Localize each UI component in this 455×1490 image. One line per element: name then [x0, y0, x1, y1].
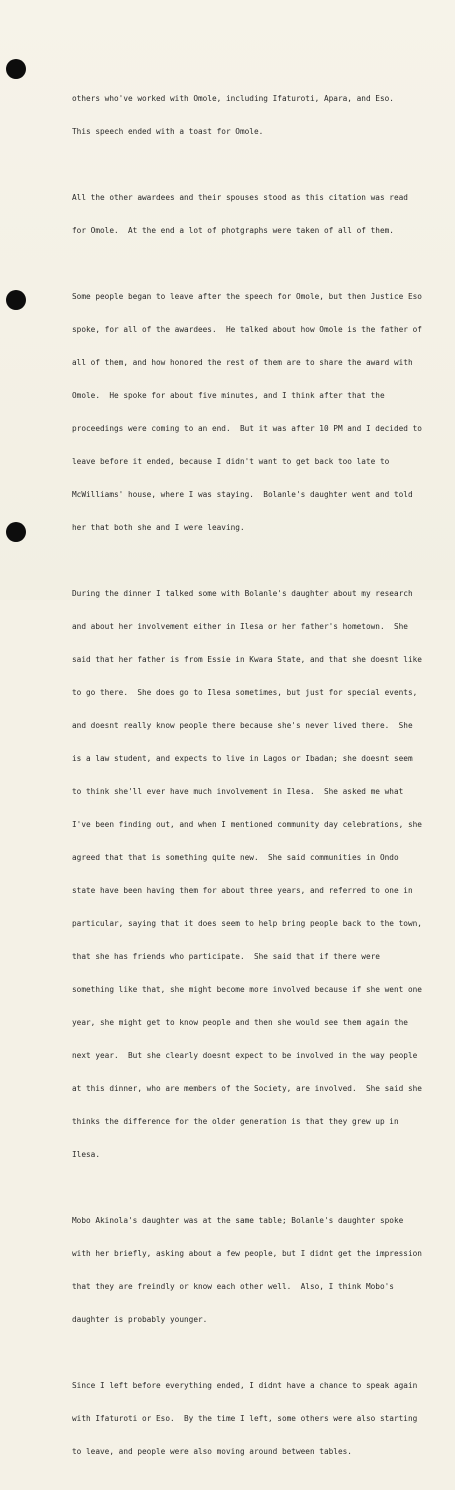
paragraph	[72, 1358, 452, 1479]
text-line: Some people began to leave after the speech for Omole, but then Justice Eso	[72, 292, 422, 301]
text-line: something like that, she might become more involved because if she went one	[72, 985, 422, 994]
text-line: All the other awardees and their spouses stood as this citation was read	[72, 193, 408, 202]
paragraph	[72, 566, 452, 1182]
text-line: and about her involvement either in Ilesa or her father's hometown. She	[72, 622, 408, 631]
binder-hole	[6, 522, 26, 542]
text-line: said that her father is from Essie in Kwara State, and that she doesnt like	[72, 655, 422, 664]
text-line: with her briefly, asking about a few people, but I didnt get the impression	[72, 1249, 422, 1258]
text-line: Mobo Akinola's daughter was at the same table; Bolanle's daughter spoke	[72, 1216, 404, 1225]
text-line: her that both she and I were leaving.	[72, 523, 245, 532]
paragraph	[72, 170, 452, 258]
text-line: During the dinner I talked some with Bolanle's daughter about my research	[72, 589, 413, 598]
text-line: and doesnt really know people there because she's never lived there. She	[72, 721, 413, 730]
text-line: This speech ended with a toast for Omole.	[72, 127, 264, 136]
text-line: agreed that that is something quite new. She said communities in Ondo	[72, 853, 399, 862]
text-line: is a law student, and expects to live in Lagos or Ibadan; she doesnt seem	[72, 754, 413, 763]
paragraph	[72, 71, 452, 159]
text-line: I've been finding out, and when I mentioned community day celebrations, she	[72, 820, 422, 829]
text-line: proceedings were coming to an end. But it was after 10 PM and I decided to	[72, 424, 422, 433]
text-line: McWilliams' house, where I was staying. Bolanle's daughter went and told	[72, 490, 413, 499]
binder-hole	[6, 59, 26, 79]
text-line: at this dinner, who are members of the Society, are involved. She said she	[72, 1084, 422, 1093]
text-line: daughter is probably younger.	[72, 1315, 208, 1324]
binder-hole	[6, 290, 26, 310]
paragraph	[72, 269, 452, 555]
text-line: all of them, and how honored the rest of them are to share the award with	[72, 358, 413, 367]
text-line: thinks the difference for the older generation is that they grew up in	[72, 1117, 399, 1126]
text-line: next year. But she clearly doesnt expect to be involved in the way people	[72, 1051, 418, 1060]
text-line: for Omole. At the end a lot of photgraphs were taken of all of them.	[72, 226, 394, 235]
text-line: to think she'll ever have much involvement in Ilesa. She asked me what	[72, 787, 404, 796]
text-line: year, she might get to know people and then she would see them again the	[72, 1018, 408, 1027]
text-line: Ilesa.	[72, 1150, 100, 1159]
paragraph	[72, 1193, 452, 1347]
text-line: Omole. He spoke for about five minutes, and I think after that the	[72, 391, 385, 400]
text-line: that they are freindly or know each other well. Also, I think Mobo's	[72, 1282, 394, 1291]
text-line: others who've worked with Omole, including Ifaturoti, Apara, and Eso.	[72, 94, 394, 103]
text-line: spoke, for all of the awardees. He talked about how Omole is the father of	[72, 325, 422, 334]
text-line: state have been having them for about three years, and referred to one in	[72, 886, 413, 895]
text-line: to leave, and people were also moving around between tables.	[72, 1447, 352, 1456]
document-body	[72, 71, 452, 1490]
text-line: that she has friends who participate. She said that if there were	[72, 952, 380, 961]
text-line: with Ifaturoti or Eso. By the time I left, some others were also starting	[72, 1414, 418, 1423]
text-line: particular, saying that it does seem to help bring people back to the town,	[72, 919, 422, 928]
text-line: to go there. She does go to Ilesa sometimes, but just for special events,	[72, 688, 418, 697]
text-line: leave before it ended, because I didn't want to get back too late to	[72, 457, 390, 466]
text-line: Since I left before everything ended, I didnt have a chance to speak again	[72, 1381, 418, 1390]
